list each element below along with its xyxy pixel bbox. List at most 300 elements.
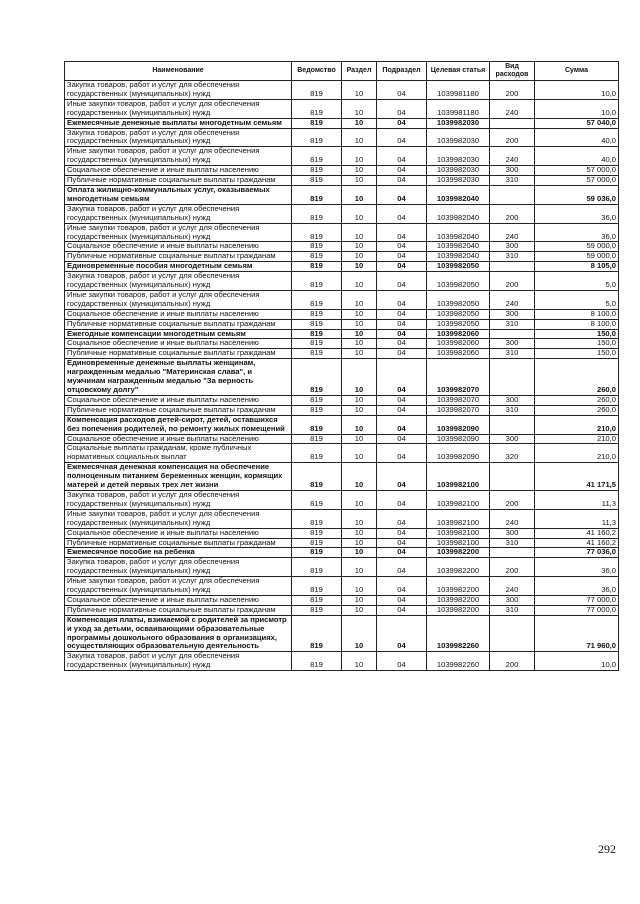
cell-sum: 36,0 <box>535 558 619 577</box>
cell-kind: 200 <box>490 81 535 100</box>
cell-section: 10 <box>342 444 377 463</box>
cell-kind: 200 <box>490 558 535 577</box>
cell-sum: 77 000,0 <box>535 595 619 605</box>
cell-kind: 310 <box>490 405 535 415</box>
cell-target: 1039982090 <box>427 444 490 463</box>
cell-sum: 10,0 <box>535 81 619 100</box>
cell-kind <box>490 548 535 558</box>
cell-name: Закупка товаров, работ и услуг для обеспечения государственных (муниципальных) нужд <box>65 272 292 291</box>
table-row <box>65 405 619 415</box>
cell-target: 1039982090 <box>427 434 490 444</box>
table-header-row <box>65 62 619 81</box>
cell-name: Публичные нормативные социальные выплаты гражданам <box>65 405 292 415</box>
cell-dept: 819 <box>292 359 342 396</box>
cell-sum: 8 105,0 <box>535 262 619 272</box>
cell-dept: 819 <box>292 319 342 329</box>
cell-dept: 819 <box>292 558 342 577</box>
cell-kind: 240 <box>490 577 535 596</box>
cell-target: 1039982200 <box>427 548 490 558</box>
table-row <box>65 204 619 223</box>
cell-dept: 819 <box>292 176 342 186</box>
table-row <box>65 577 619 596</box>
table-row <box>65 528 619 538</box>
cell-sum: 10,0 <box>535 99 619 118</box>
cell-section: 10 <box>342 509 377 528</box>
table-row <box>65 359 619 396</box>
cell-target: 1039982260 <box>427 652 490 671</box>
cell-subsection: 04 <box>377 272 427 291</box>
header-name: Наименование <box>65 62 292 81</box>
cell-name: Ежегодные компенсации многодетным семьям <box>65 329 292 339</box>
cell-dept: 819 <box>292 272 342 291</box>
header-subsection: Подраздел <box>377 62 427 81</box>
cell-section: 10 <box>342 262 377 272</box>
cell-kind <box>490 359 535 396</box>
cell-sum: 150,0 <box>535 339 619 349</box>
cell-kind <box>490 615 535 652</box>
cell-section: 10 <box>342 272 377 291</box>
cell-section: 10 <box>342 577 377 596</box>
cell-subsection: 04 <box>377 490 427 509</box>
cell-name: Закупка товаров, работ и услуг для обеспечения государственных (муниципальных) нужд <box>65 652 292 671</box>
cell-name: Иные закупки товаров, работ и услуг для обеспечения государственных (муниципальных) нужд <box>65 99 292 118</box>
table-row <box>65 99 619 118</box>
cell-dept: 819 <box>292 290 342 309</box>
cell-kind: 240 <box>490 509 535 528</box>
cell-target: 1039982070 <box>427 359 490 396</box>
budget-table <box>64 61 619 671</box>
cell-name: Социальное обеспечение и иные выплаты населению <box>65 434 292 444</box>
cell-dept: 819 <box>292 538 342 548</box>
cell-dept: 819 <box>292 490 342 509</box>
cell-sum: 210,0 <box>535 434 619 444</box>
cell-kind: 300 <box>490 528 535 538</box>
cell-section: 10 <box>342 615 377 652</box>
cell-target: 1039982070 <box>427 395 490 405</box>
cell-kind: 300 <box>490 395 535 405</box>
cell-name: Единовременные денежные выплаты женщинам, награжденным медалью "Материнская слава", и мужчинам награжденным медалью "За верность отцовскому долгу" <box>65 359 292 396</box>
cell-dept: 819 <box>292 528 342 538</box>
cell-dept: 819 <box>292 204 342 223</box>
cell-dept: 819 <box>292 595 342 605</box>
cell-kind: 310 <box>490 319 535 329</box>
cell-section: 10 <box>342 548 377 558</box>
table-row <box>65 176 619 186</box>
cell-target: 1039982100 <box>427 463 490 491</box>
cell-dept: 819 <box>292 309 342 319</box>
cell-name: Публичные нормативные социальные выплаты гражданам <box>65 319 292 329</box>
cell-target: 1039982060 <box>427 349 490 359</box>
cell-subsection: 04 <box>377 128 427 147</box>
table-row <box>65 185 619 204</box>
cell-name: Социальное обеспечение и иные выплаты населению <box>65 339 292 349</box>
cell-section: 10 <box>342 176 377 186</box>
cell-target: 1039982040 <box>427 204 490 223</box>
table-row <box>65 434 619 444</box>
table-row <box>65 166 619 176</box>
cell-subsection: 04 <box>377 538 427 548</box>
cell-name: Закупка товаров, работ и услуг для обеспечения государственных (муниципальных) нужд <box>65 204 292 223</box>
cell-sum: 8 100,0 <box>535 319 619 329</box>
table-row <box>65 395 619 405</box>
cell-kind: 300 <box>490 309 535 319</box>
cell-subsection: 04 <box>377 290 427 309</box>
cell-subsection: 04 <box>377 339 427 349</box>
cell-sum: 40,0 <box>535 147 619 166</box>
cell-kind: 200 <box>490 204 535 223</box>
cell-kind: 310 <box>490 605 535 615</box>
cell-sum: 10,0 <box>535 652 619 671</box>
cell-sum: 5,0 <box>535 290 619 309</box>
cell-target: 1039982040 <box>427 185 490 204</box>
cell-dept: 819 <box>292 262 342 272</box>
cell-target: 1039982200 <box>427 558 490 577</box>
cell-target: 1039982100 <box>427 528 490 538</box>
cell-dept: 819 <box>292 128 342 147</box>
cell-target: 1039982060 <box>427 329 490 339</box>
cell-target: 1039982090 <box>427 415 490 434</box>
cell-sum: 11,3 <box>535 490 619 509</box>
cell-name: Закупка товаров, работ и услуг для обеспечения государственных (муниципальных) нужд <box>65 490 292 509</box>
table-row <box>65 128 619 147</box>
cell-name: Иные закупки товаров, работ и услуг для обеспечения государственных (муниципальных) нужд <box>65 223 292 242</box>
cell-dept: 819 <box>292 242 342 252</box>
cell-sum: 41 160,2 <box>535 538 619 548</box>
cell-dept: 819 <box>292 615 342 652</box>
cell-sum: 57 000,0 <box>535 166 619 176</box>
cell-name: Социальное обеспечение и иные выплаты населению <box>65 595 292 605</box>
cell-section: 10 <box>342 395 377 405</box>
cell-subsection: 04 <box>377 147 427 166</box>
cell-dept: 819 <box>292 99 342 118</box>
cell-name: Иные закупки товаров, работ и услуг для обеспечения государственных (муниципальных) нужд <box>65 147 292 166</box>
cell-target: 1039982030 <box>427 147 490 166</box>
cell-section: 10 <box>342 528 377 538</box>
table-row <box>65 309 619 319</box>
cell-section: 10 <box>342 81 377 100</box>
cell-name: Социальное обеспечение и иные выплаты населению <box>65 395 292 405</box>
cell-section: 10 <box>342 166 377 176</box>
cell-name: Социальное обеспечение и иные выплаты населению <box>65 528 292 538</box>
table-row <box>65 490 619 509</box>
table-row <box>65 147 619 166</box>
cell-sum: 260,0 <box>535 405 619 415</box>
cell-name: Компенсация расходов детей-сирот, детей, оставшихся без попечения родителей, по ремонту жилых помещений <box>65 415 292 434</box>
cell-target: 1039982040 <box>427 223 490 242</box>
cell-target: 1039982050 <box>427 319 490 329</box>
page-number: 292 <box>598 842 616 856</box>
cell-kind: 320 <box>490 444 535 463</box>
cell-dept: 819 <box>292 415 342 434</box>
table-row <box>65 605 619 615</box>
cell-subsection: 04 <box>377 176 427 186</box>
cell-section: 10 <box>342 538 377 548</box>
cell-name: Ежемесячные денежные выплаты многодетным семьям <box>65 118 292 128</box>
table-row <box>65 615 619 652</box>
cell-section: 10 <box>342 605 377 615</box>
cell-subsection: 04 <box>377 81 427 100</box>
cell-kind <box>490 329 535 339</box>
cell-name: Публичные нормативные социальные выплаты гражданам <box>65 252 292 262</box>
table-row <box>65 349 619 359</box>
cell-target: 1039982030 <box>427 176 490 186</box>
cell-sum: 59 000,0 <box>535 242 619 252</box>
cell-name: Публичные нормативные социальные выплаты гражданам <box>65 538 292 548</box>
cell-kind: 300 <box>490 339 535 349</box>
cell-target: 1039982040 <box>427 242 490 252</box>
table-row <box>65 118 619 128</box>
cell-section: 10 <box>342 185 377 204</box>
cell-subsection: 04 <box>377 359 427 396</box>
cell-target: 1039982200 <box>427 595 490 605</box>
cell-dept: 819 <box>292 166 342 176</box>
cell-dept: 819 <box>292 405 342 415</box>
cell-subsection: 04 <box>377 395 427 405</box>
cell-kind: 200 <box>490 128 535 147</box>
cell-section: 10 <box>342 405 377 415</box>
cell-section: 10 <box>342 359 377 396</box>
cell-target: 1039982030 <box>427 128 490 147</box>
cell-subsection: 04 <box>377 528 427 538</box>
table-row <box>65 509 619 528</box>
cell-sum: 77 000,0 <box>535 605 619 615</box>
cell-sum: 8 100,0 <box>535 309 619 319</box>
cell-section: 10 <box>342 490 377 509</box>
table-row <box>65 595 619 605</box>
cell-sum: 59 036,0 <box>535 185 619 204</box>
cell-sum: 36,0 <box>535 204 619 223</box>
table-row <box>65 558 619 577</box>
cell-subsection: 04 <box>377 252 427 262</box>
table-row <box>65 81 619 100</box>
cell-section: 10 <box>342 128 377 147</box>
cell-target: 1039982050 <box>427 262 490 272</box>
cell-kind <box>490 118 535 128</box>
cell-dept: 819 <box>292 577 342 596</box>
cell-kind <box>490 185 535 204</box>
cell-target: 1039982100 <box>427 509 490 528</box>
cell-subsection: 04 <box>377 349 427 359</box>
cell-section: 10 <box>342 652 377 671</box>
cell-sum: 59 000,0 <box>535 252 619 262</box>
cell-name: Компенсация платы, взимаемой с родителей за присмотр и уход за детьми, осваивающими образовательные программы дошкольного образования в организациях, осуществляющих образовательную деятельность <box>65 615 292 652</box>
cell-dept: 819 <box>292 444 342 463</box>
cell-sum: 57 000,0 <box>535 176 619 186</box>
table-row <box>65 242 619 252</box>
cell-target: 1039981180 <box>427 99 490 118</box>
cell-kind <box>490 415 535 434</box>
cell-sum: 260,0 <box>535 359 619 396</box>
cell-dept: 819 <box>292 652 342 671</box>
cell-subsection: 04 <box>377 319 427 329</box>
cell-target: 1039982040 <box>427 252 490 262</box>
cell-name: Социальное обеспечение и иные выплаты населению <box>65 309 292 319</box>
table-row <box>65 548 619 558</box>
table-row <box>65 652 619 671</box>
cell-section: 10 <box>342 242 377 252</box>
cell-dept: 819 <box>292 81 342 100</box>
cell-name: Оплата жилищно-коммунальных услуг, оказываемых многодетным семьям <box>65 185 292 204</box>
cell-sum: 260,0 <box>535 395 619 405</box>
cell-section: 10 <box>342 290 377 309</box>
header-section: Раздел <box>342 62 377 81</box>
cell-target: 1039982050 <box>427 272 490 291</box>
cell-subsection: 04 <box>377 463 427 491</box>
cell-subsection: 04 <box>377 262 427 272</box>
cell-sum: 11,3 <box>535 509 619 528</box>
cell-target: 1039981180 <box>427 81 490 100</box>
cell-dept: 819 <box>292 329 342 339</box>
cell-target: 1039982060 <box>427 339 490 349</box>
cell-subsection: 04 <box>377 652 427 671</box>
cell-dept: 819 <box>292 395 342 405</box>
cell-sum: 40,0 <box>535 128 619 147</box>
cell-name: Социальные выплаты гражданам, кроме публичных нормативных социальных выплат <box>65 444 292 463</box>
cell-subsection: 04 <box>377 185 427 204</box>
cell-kind: 240 <box>490 223 535 242</box>
cell-kind: 300 <box>490 434 535 444</box>
cell-dept: 819 <box>292 349 342 359</box>
cell-subsection: 04 <box>377 204 427 223</box>
cell-sum: 210,0 <box>535 444 619 463</box>
cell-subsection: 04 <box>377 605 427 615</box>
cell-sum: 5,0 <box>535 272 619 291</box>
cell-subsection: 04 <box>377 548 427 558</box>
table-row <box>65 444 619 463</box>
cell-name: Публичные нормативные социальные выплаты гражданам <box>65 176 292 186</box>
cell-subsection: 04 <box>377 118 427 128</box>
cell-sum: 71 960,0 <box>535 615 619 652</box>
cell-section: 10 <box>342 329 377 339</box>
cell-dept: 819 <box>292 434 342 444</box>
header-kind: Вид расходов <box>490 62 535 81</box>
cell-target: 1039982260 <box>427 615 490 652</box>
cell-section: 10 <box>342 118 377 128</box>
cell-name: Закупка товаров, работ и услуг для обеспечения государственных (муниципальных) нужд <box>65 81 292 100</box>
cell-subsection: 04 <box>377 405 427 415</box>
cell-sum: 36,0 <box>535 577 619 596</box>
cell-subsection: 04 <box>377 558 427 577</box>
cell-dept: 819 <box>292 223 342 242</box>
cell-sum: 210,0 <box>535 415 619 434</box>
cell-subsection: 04 <box>377 309 427 319</box>
cell-kind: 200 <box>490 490 535 509</box>
cell-section: 10 <box>342 223 377 242</box>
cell-section: 10 <box>342 147 377 166</box>
cell-section: 10 <box>342 463 377 491</box>
cell-dept: 819 <box>292 185 342 204</box>
table-row <box>65 319 619 329</box>
cell-kind <box>490 463 535 491</box>
cell-section: 10 <box>342 558 377 577</box>
cell-subsection: 04 <box>377 329 427 339</box>
cell-name: Социальное обеспечение и иные выплаты населению <box>65 166 292 176</box>
cell-section: 10 <box>342 204 377 223</box>
cell-subsection: 04 <box>377 595 427 605</box>
cell-target: 1039982100 <box>427 538 490 548</box>
cell-kind: 310 <box>490 349 535 359</box>
cell-sum: 41 171,5 <box>535 463 619 491</box>
cell-target: 1039982030 <box>427 118 490 128</box>
table-row <box>65 415 619 434</box>
cell-name: Публичные нормативные социальные выплаты гражданам <box>65 605 292 615</box>
cell-dept: 819 <box>292 548 342 558</box>
cell-name: Социальное обеспечение и иные выплаты населению <box>65 242 292 252</box>
cell-kind: 300 <box>490 166 535 176</box>
cell-target: 1039982050 <box>427 290 490 309</box>
cell-subsection: 04 <box>377 509 427 528</box>
cell-name: Закупка товаров, работ и услуг для обеспечения государственных (муниципальных) нужд <box>65 128 292 147</box>
header-sum: Сумма <box>535 62 619 81</box>
table-row <box>65 262 619 272</box>
cell-subsection: 04 <box>377 242 427 252</box>
table-row <box>65 339 619 349</box>
cell-name: Иные закупки товаров, работ и услуг для обеспечения государственных (муниципальных) нужд <box>65 509 292 528</box>
table-row <box>65 223 619 242</box>
table-row <box>65 538 619 548</box>
cell-kind: 300 <box>490 595 535 605</box>
cell-section: 10 <box>342 349 377 359</box>
table-row <box>65 290 619 309</box>
cell-target: 1039982050 <box>427 309 490 319</box>
cell-subsection: 04 <box>377 99 427 118</box>
table-body <box>65 81 619 671</box>
table-row <box>65 252 619 262</box>
cell-target: 1039982200 <box>427 605 490 615</box>
cell-subsection: 04 <box>377 166 427 176</box>
cell-section: 10 <box>342 99 377 118</box>
cell-name: Единовременные пособия многодетным семьям <box>65 262 292 272</box>
header-target: Целевая статья <box>427 62 490 81</box>
table-row <box>65 329 619 339</box>
cell-name: Закупка товаров, работ и услуг для обеспечения государственных (муниципальных) нужд <box>65 558 292 577</box>
cell-sum: 57 040,0 <box>535 118 619 128</box>
cell-name: Иные закупки товаров, работ и услуг для обеспечения государственных (муниципальных) нужд <box>65 577 292 596</box>
cell-kind: 300 <box>490 242 535 252</box>
cell-dept: 819 <box>292 463 342 491</box>
cell-sum: 36,0 <box>535 223 619 242</box>
cell-subsection: 04 <box>377 223 427 242</box>
cell-target: 1039982100 <box>427 490 490 509</box>
cell-section: 10 <box>342 339 377 349</box>
cell-subsection: 04 <box>377 444 427 463</box>
cell-section: 10 <box>342 319 377 329</box>
cell-section: 10 <box>342 434 377 444</box>
cell-dept: 819 <box>292 605 342 615</box>
cell-dept: 819 <box>292 339 342 349</box>
cell-target: 1039982200 <box>427 577 490 596</box>
cell-kind <box>490 262 535 272</box>
cell-dept: 819 <box>292 118 342 128</box>
cell-kind: 200 <box>490 272 535 291</box>
cell-kind: 310 <box>490 538 535 548</box>
cell-kind: 310 <box>490 252 535 262</box>
cell-subsection: 04 <box>377 415 427 434</box>
cell-sum: 150,0 <box>535 329 619 339</box>
cell-target: 1039982030 <box>427 166 490 176</box>
table-row <box>65 272 619 291</box>
cell-target: 1039982070 <box>427 405 490 415</box>
cell-kind: 240 <box>490 290 535 309</box>
cell-name: Ежемесячное пособие на ребенка <box>65 548 292 558</box>
cell-kind: 240 <box>490 147 535 166</box>
cell-name: Ежемесячная денежная компенсация на обеспечение полноценным питанием беременных женщин, кормящих матерей и детей первых трех лет жизни <box>65 463 292 491</box>
cell-sum: 77 036,0 <box>535 548 619 558</box>
cell-dept: 819 <box>292 147 342 166</box>
cell-section: 10 <box>342 595 377 605</box>
header-dept: Ведомство <box>292 62 342 81</box>
cell-subsection: 04 <box>377 577 427 596</box>
